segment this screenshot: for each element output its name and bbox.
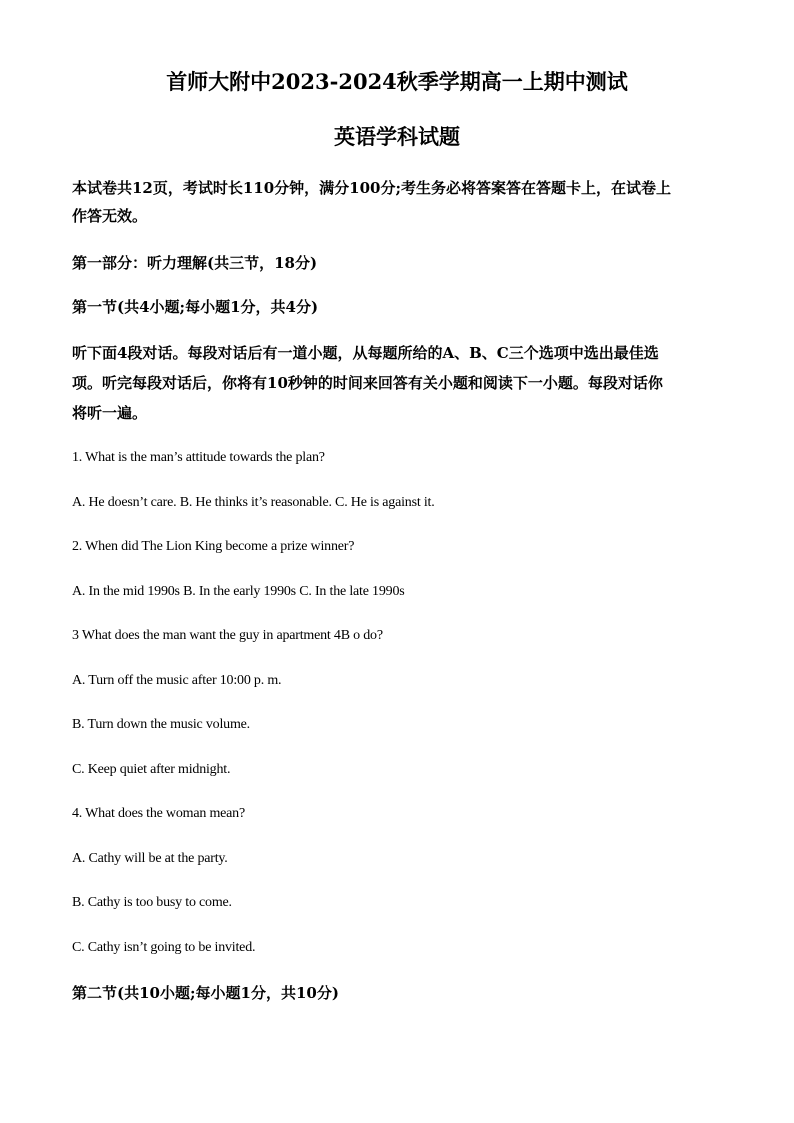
question-4-option-a: A. Cathy will be at the party.: [72, 851, 228, 866]
question-1-stem: 1. What is the man’s attitude towards the plan?: [72, 450, 325, 465]
question-4-stem: 4. What does the woman mean?: [72, 806, 245, 821]
exam-subtitle: 英语学科试题: [334, 124, 460, 149]
question-1-options: A. He doesn’t care. B. He thinks it’s reasonable. C. He is against it.: [72, 495, 435, 510]
question-3-stem: 3 What does the man want the guy in apartment 4B o do?: [72, 628, 383, 643]
question-4-option-c: C. Cathy isn’t going to be invited.: [72, 940, 256, 955]
question-3-option-a: A. Turn off the music after 10:00 p. m.: [72, 673, 282, 688]
instructions-line-1: 听下面4段对话。每段对话后有一道小题，从每题所给的A、B、C三个选项中选出最佳选: [72, 344, 659, 362]
intro-line-2: 作答无效。: [72, 207, 148, 225]
question-3-option-c: C. Keep quiet after midnight.: [72, 762, 231, 777]
instructions-line-3: 将听一遍。: [72, 404, 148, 422]
section-one-heading: 第一节(共4小题;每小题1分，共4分): [72, 298, 319, 316]
exam-title: 首师大附中2023-2024秋季学期高一上期中测试: [166, 69, 628, 94]
instructions-line-2: 项。听完每段对话后，你将有10秒钟的时间来回答有关小题和阅读下一小题。每段对话你: [72, 374, 663, 392]
question-2-stem: 2. When did The Lion King become a prize winner?: [72, 539, 355, 554]
intro-line-1: 本试卷共12页，考试时长110分钟，满分100分;考生务必将答案答在答题卡上，在试卷上: [72, 179, 672, 197]
question-4-option-b: B. Cathy is too busy to come.: [72, 895, 232, 910]
question-2-options: A. In the mid 1990s B. In the early 1990s C. In the late 1990s: [72, 584, 405, 599]
section-two-heading: 第二节(共10小题;每小题1分，共10分): [72, 984, 339, 1002]
question-3-option-b: B. Turn down the music volume.: [72, 717, 250, 732]
part-one-heading: 第一部分：听力理解(共三节，18分): [72, 254, 318, 272]
